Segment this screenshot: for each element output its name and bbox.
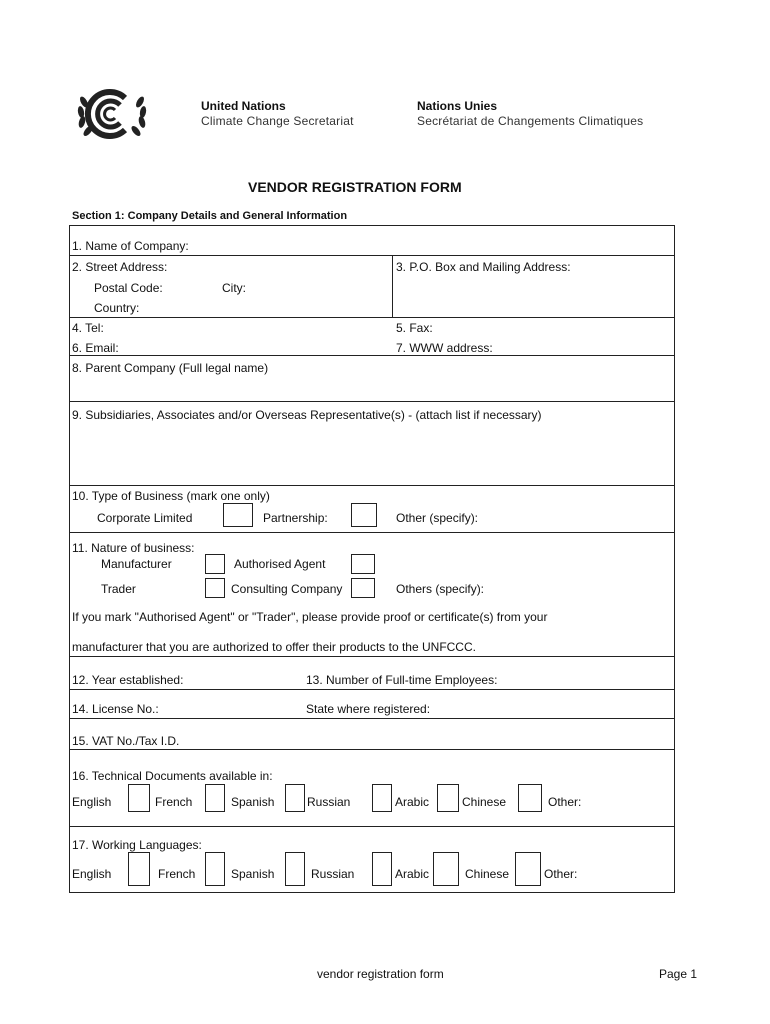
field-email-label: 6. Email: [72, 341, 119, 355]
field-tel-label: 4. Tel: [72, 321, 104, 335]
option-corporate-limited-label: Corporate Limited [97, 511, 193, 525]
unfccc-emblem-icon [75, 86, 149, 142]
checkbox-trader[interactable] [205, 578, 225, 598]
footer-title: vendor registration form [317, 967, 444, 981]
work-russian-label: Russian [311, 867, 355, 881]
checkbox-work-english[interactable] [128, 852, 150, 886]
checkbox-tech-english[interactable] [128, 784, 150, 812]
field-www-label: 7. WWW address: [396, 341, 493, 355]
checkbox-work-arabic[interactable] [433, 852, 459, 886]
field-city-label: City: [222, 281, 246, 295]
tech-arabic-label: Arabic [395, 795, 430, 809]
note-line-2: manufacturer that you are authorized to offer their products to the UNFCCC. [72, 640, 476, 654]
checkbox-work-chinese[interactable] [515, 852, 541, 886]
field-po-box-label: 3. P.O. Box and Mailing Address: [396, 260, 571, 274]
work-spanish-label: Spanish [231, 867, 275, 881]
note-line-1: If you mark "Authorised Agent" or "Trader", please provide proof or certificate(s) from your [72, 610, 548, 624]
footer-page-number: Page 1 [659, 967, 698, 981]
checkbox-tech-russian[interactable] [372, 784, 392, 812]
tech-chinese-label: Chinese [462, 795, 507, 809]
field-license-label: 14. License No.: [72, 702, 159, 716]
tech-english-label: English [72, 795, 112, 809]
option-others-specify-label: Others (specify): [396, 582, 485, 596]
option-authorised-agent-label: Authorised Agent [234, 557, 326, 571]
work-french-label: French [158, 867, 196, 881]
checkbox-tech-french[interactable] [205, 784, 225, 812]
field-fax-label: 5. Fax: [396, 321, 433, 335]
field-state-registered-label: State where registered: [306, 702, 431, 716]
field-parent-company-label: 8. Parent Company (Full legal name) [72, 361, 269, 375]
checkbox-corporate-limited[interactable] [223, 503, 253, 527]
option-trader-label: Trader [101, 582, 136, 596]
checkbox-authorised-agent[interactable] [351, 554, 375, 574]
field-employees-label: 13. Number of Full-time Employees: [306, 673, 498, 687]
form-title: VENDOR REGISTRATION FORM [248, 179, 462, 195]
field-vat-label: 15. VAT No./Tax I.D. [72, 734, 180, 748]
header-fr-line2: Secrétariat de Changements Climatiques [417, 114, 644, 128]
header-en-line2: Climate Change Secretariat [201, 114, 354, 128]
field-country-label: Country: [94, 301, 140, 315]
work-english-label: English [72, 867, 112, 881]
checkbox-work-russian[interactable] [372, 852, 392, 886]
option-other-specify-label: Other (specify): [396, 511, 479, 525]
header-fr-line1: Nations Unies [417, 99, 498, 113]
section-title: Section 1: Company Details and General Information [72, 210, 348, 222]
field-business-type-label: 10. Type of Business (mark one only) [72, 489, 270, 503]
checkbox-partnership[interactable] [351, 503, 377, 527]
tech-french-label: French [155, 795, 193, 809]
tech-russian-label: Russian [307, 795, 351, 809]
field-postal-code-label: Postal Code: [94, 281, 163, 295]
work-chinese-label: Chinese [465, 867, 510, 881]
checkbox-tech-arabic[interactable] [437, 784, 459, 812]
option-consulting-label: Consulting Company [231, 582, 343, 596]
checkbox-work-french[interactable] [205, 852, 225, 886]
option-manufacturer-label: Manufacturer [101, 557, 172, 571]
tech-other-label: Other: [548, 795, 582, 809]
work-arabic-label: Arabic [395, 867, 430, 881]
work-other-label: Other: [544, 867, 578, 881]
checkbox-work-spanish[interactable] [285, 852, 305, 886]
field-nature-business-label: 11. Nature of business: [72, 541, 195, 555]
field-street-address-label: 2. Street Address: [72, 260, 168, 274]
checkbox-tech-spanish[interactable] [285, 784, 305, 812]
header-en-line1: United Nations [201, 99, 286, 113]
tech-spanish-label: Spanish [231, 795, 275, 809]
field-year-established-label: 12. Year established: [72, 673, 184, 687]
checkbox-consulting[interactable] [351, 578, 375, 598]
option-partnership-label: Partnership: [263, 511, 328, 525]
field-working-languages-label: 17. Working Languages: [72, 838, 202, 852]
field-subsidiaries-label: 9. Subsidiaries, Associates and/or Overseas Representative(s) - (attach list if necessary) [72, 408, 542, 422]
checkbox-manufacturer[interactable] [205, 554, 225, 574]
field-tech-docs-label: 16. Technical Documents available in: [72, 769, 273, 783]
field-company-name-label: 1. Name of Company: [72, 239, 189, 253]
checkbox-tech-chinese[interactable] [518, 784, 542, 812]
